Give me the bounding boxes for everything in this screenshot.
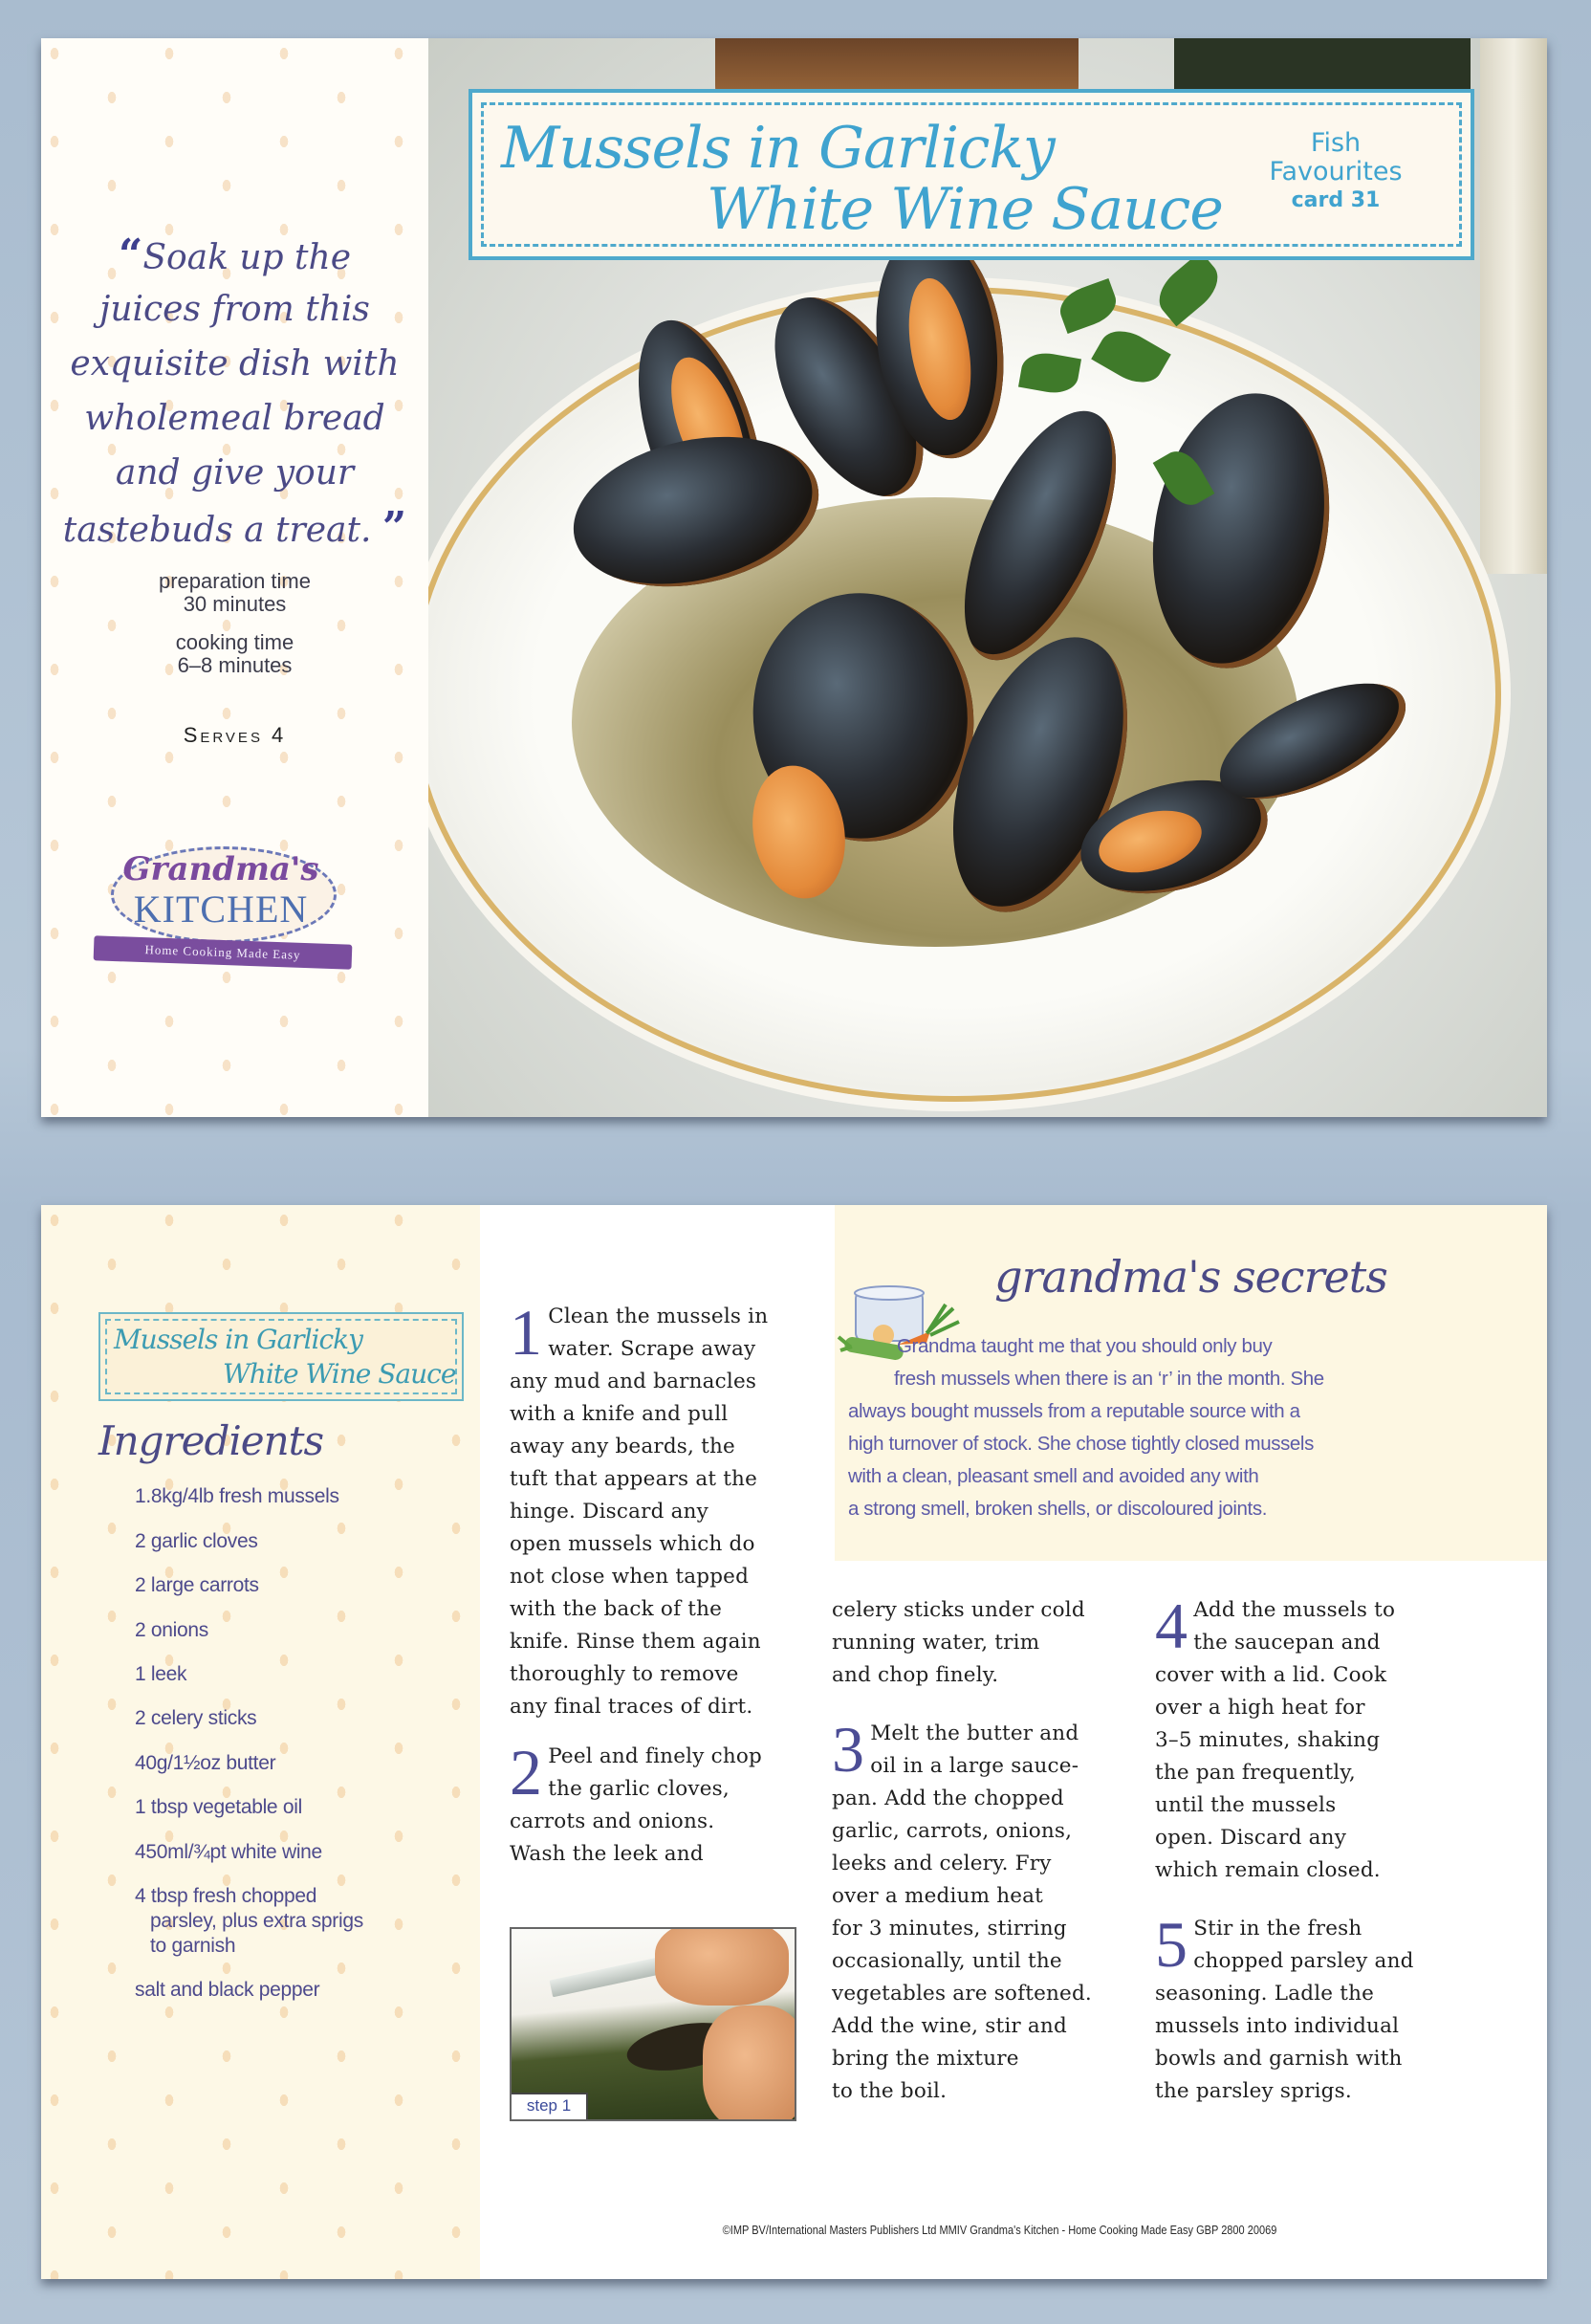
recipe-title-line-1: Mussels in Garlicky — [501, 115, 1055, 182]
category-line-2: Favourites — [1269, 157, 1403, 186]
cooking-time-value: 6–8 minutes — [177, 653, 293, 677]
wine-glass — [1480, 38, 1547, 574]
step-number: 2 — [510, 1736, 543, 1809]
copyright-footer: ©IMP BV/International Masters Publishers Ltd MMIV Grandma's Kitchen - Home Cooking Made Easy GBP 2800 20069 — [722, 2224, 1277, 2237]
step-number: 1 — [510, 1296, 543, 1369]
ingredient-item: 1 tbsp vegetable oil — [135, 1796, 302, 1818]
prep-time-value: 30 minutes — [183, 592, 287, 616]
secrets-text-line: always bought mussels from a reputable source with a — [848, 1400, 1300, 1422]
prep-time-label: preparation time — [159, 569, 311, 593]
ingredient-item: 2 celery sticks — [135, 1707, 257, 1729]
grandmas-kitchen-logo — [94, 846, 381, 1019]
logo-tagline: Home Cooking Made Easy — [144, 942, 301, 962]
cooking-time-label: cooking time — [175, 630, 294, 654]
step-number: 3 — [832, 1713, 865, 1786]
ingredient-item: 2 onions — [135, 1619, 208, 1641]
logo-kitchen: KITCHEN — [133, 888, 309, 931]
method-step-1: 1 Clean the mussels in water. Scrape away any mud and barnacles with a knife and pull away any beards, the tuft that appears at the hinge. Discard any open mussels which do not close when tapped with the back of the knife. Rinse them again thoroughly to remove any final traces of dirt. — [510, 1296, 769, 1719]
ingredient-item: 40g/1½oz butter — [135, 1752, 276, 1774]
ingredient-item: 1.8kg/4lb fresh mussels — [135, 1485, 339, 1507]
secrets-text-line: with a clean, pleasant smell and avoided any with — [848, 1465, 1259, 1487]
hand — [703, 2006, 796, 2121]
ingredient-item: 450ml/¾pt white wine — [135, 1841, 322, 1863]
quote-line-3: exquisite dish with — [70, 344, 400, 384]
close-quote-mark: ” — [381, 503, 407, 552]
recipe-card-back — [41, 1205, 1547, 2279]
recipe-title-line-2: White Wine Sauce — [707, 176, 1223, 243]
prep-time — [41, 570, 428, 616]
back-title-line-1: Mussels in Garlicky — [114, 1324, 362, 1355]
back-title-box — [98, 1312, 464, 1401]
back-title-line-2: White Wine Sauce — [223, 1358, 456, 1390]
ingredient-item: 1 leek — [135, 1663, 187, 1685]
quote-line-5: and give your — [115, 453, 355, 493]
serves: Serves 4 — [183, 723, 287, 747]
front-sidebar — [41, 38, 428, 1117]
secrets-text-line: high turnover of stock. She chose tightly closed mussels — [848, 1433, 1314, 1455]
secrets-text-line: a strong smell, broken shells, or discoloured joints. — [848, 1498, 1267, 1520]
step-number: 5 — [1155, 1908, 1188, 1981]
secrets-heading: grandma's secrets — [994, 1251, 1387, 1303]
open-quote-mark: “ — [119, 230, 143, 279]
step-photo-label: step 1 — [512, 2093, 588, 2119]
quote-line-4: wholemeal bread — [84, 399, 385, 438]
secrets-text-line: fresh mussels when there is an ‘r’ in the month. She — [894, 1368, 1324, 1390]
ingredients-heading: Ingredients — [98, 1417, 324, 1464]
logo-grandmas: Grandma's — [122, 850, 319, 888]
logo-ribbon — [94, 935, 353, 969]
hand — [655, 1927, 789, 2006]
ingredients-sidebar — [41, 1205, 480, 2279]
quote-line-6: tastebuds a treat. ” — [62, 503, 407, 552]
method-step-3: 3 Melt the butter and oil in a large sauce- pan. Add the chopped garlic, carrots, onions, leeks and celery. Fry over a medium heat for 3 minutes, stirring occasionally, until the vegetables are softened. Add the wine, stir and bring the mixture to the boil. — [832, 1713, 1092, 2103]
step-1-photo — [510, 1927, 796, 2121]
ingredient-item: 2 garlic cloves — [135, 1530, 258, 1552]
grandmas-secrets-box — [835, 1205, 1547, 1561]
secrets-text-line: Grandma taught me that you should only buy — [897, 1335, 1273, 1357]
recipe-card-front — [41, 38, 1547, 1117]
pot-with-vegetables-icon — [831, 1274, 965, 1379]
card-number: card 31 — [1291, 188, 1381, 212]
recipe-title-box — [469, 89, 1474, 260]
quote-line-2: juices from this — [99, 290, 370, 329]
method-step-2-continued: celery sticks under cold running water, trim and chop finely. — [832, 1598, 1085, 1687]
ingredient-item-multiline: 4 tbsp fresh chopped parsley, plus extra sprigs to garnish — [135, 1885, 363, 1957]
method-step-2: 2 Peel and finely chop the garlic cloves, carrots and onions. Wash the leek and — [510, 1736, 762, 1866]
step-number: 4 — [1155, 1590, 1188, 1662]
ingredient-item: 2 large carrots — [135, 1574, 259, 1596]
parsley-leaf — [1149, 252, 1228, 327]
category-line-1: Fish — [1310, 128, 1362, 158]
quote-line-1: “Soak up the — [119, 230, 351, 279]
ingredient-item: salt and black pepper — [135, 1979, 320, 2001]
cooking-time — [41, 631, 428, 677]
method-step-5: 5 Stir in the fresh chopped parsley and seasoning. Ladle the mussels into individual bowls and garnish with the parsley sprigs. — [1155, 1908, 1414, 2103]
method-step-4: 4 Add the mussels to the saucepan and cover with a lid. Cook over a high heat for 3–5 minutes, shaking the pan frequently, until the mussels open. Discard any which remain closed. — [1155, 1590, 1396, 1882]
